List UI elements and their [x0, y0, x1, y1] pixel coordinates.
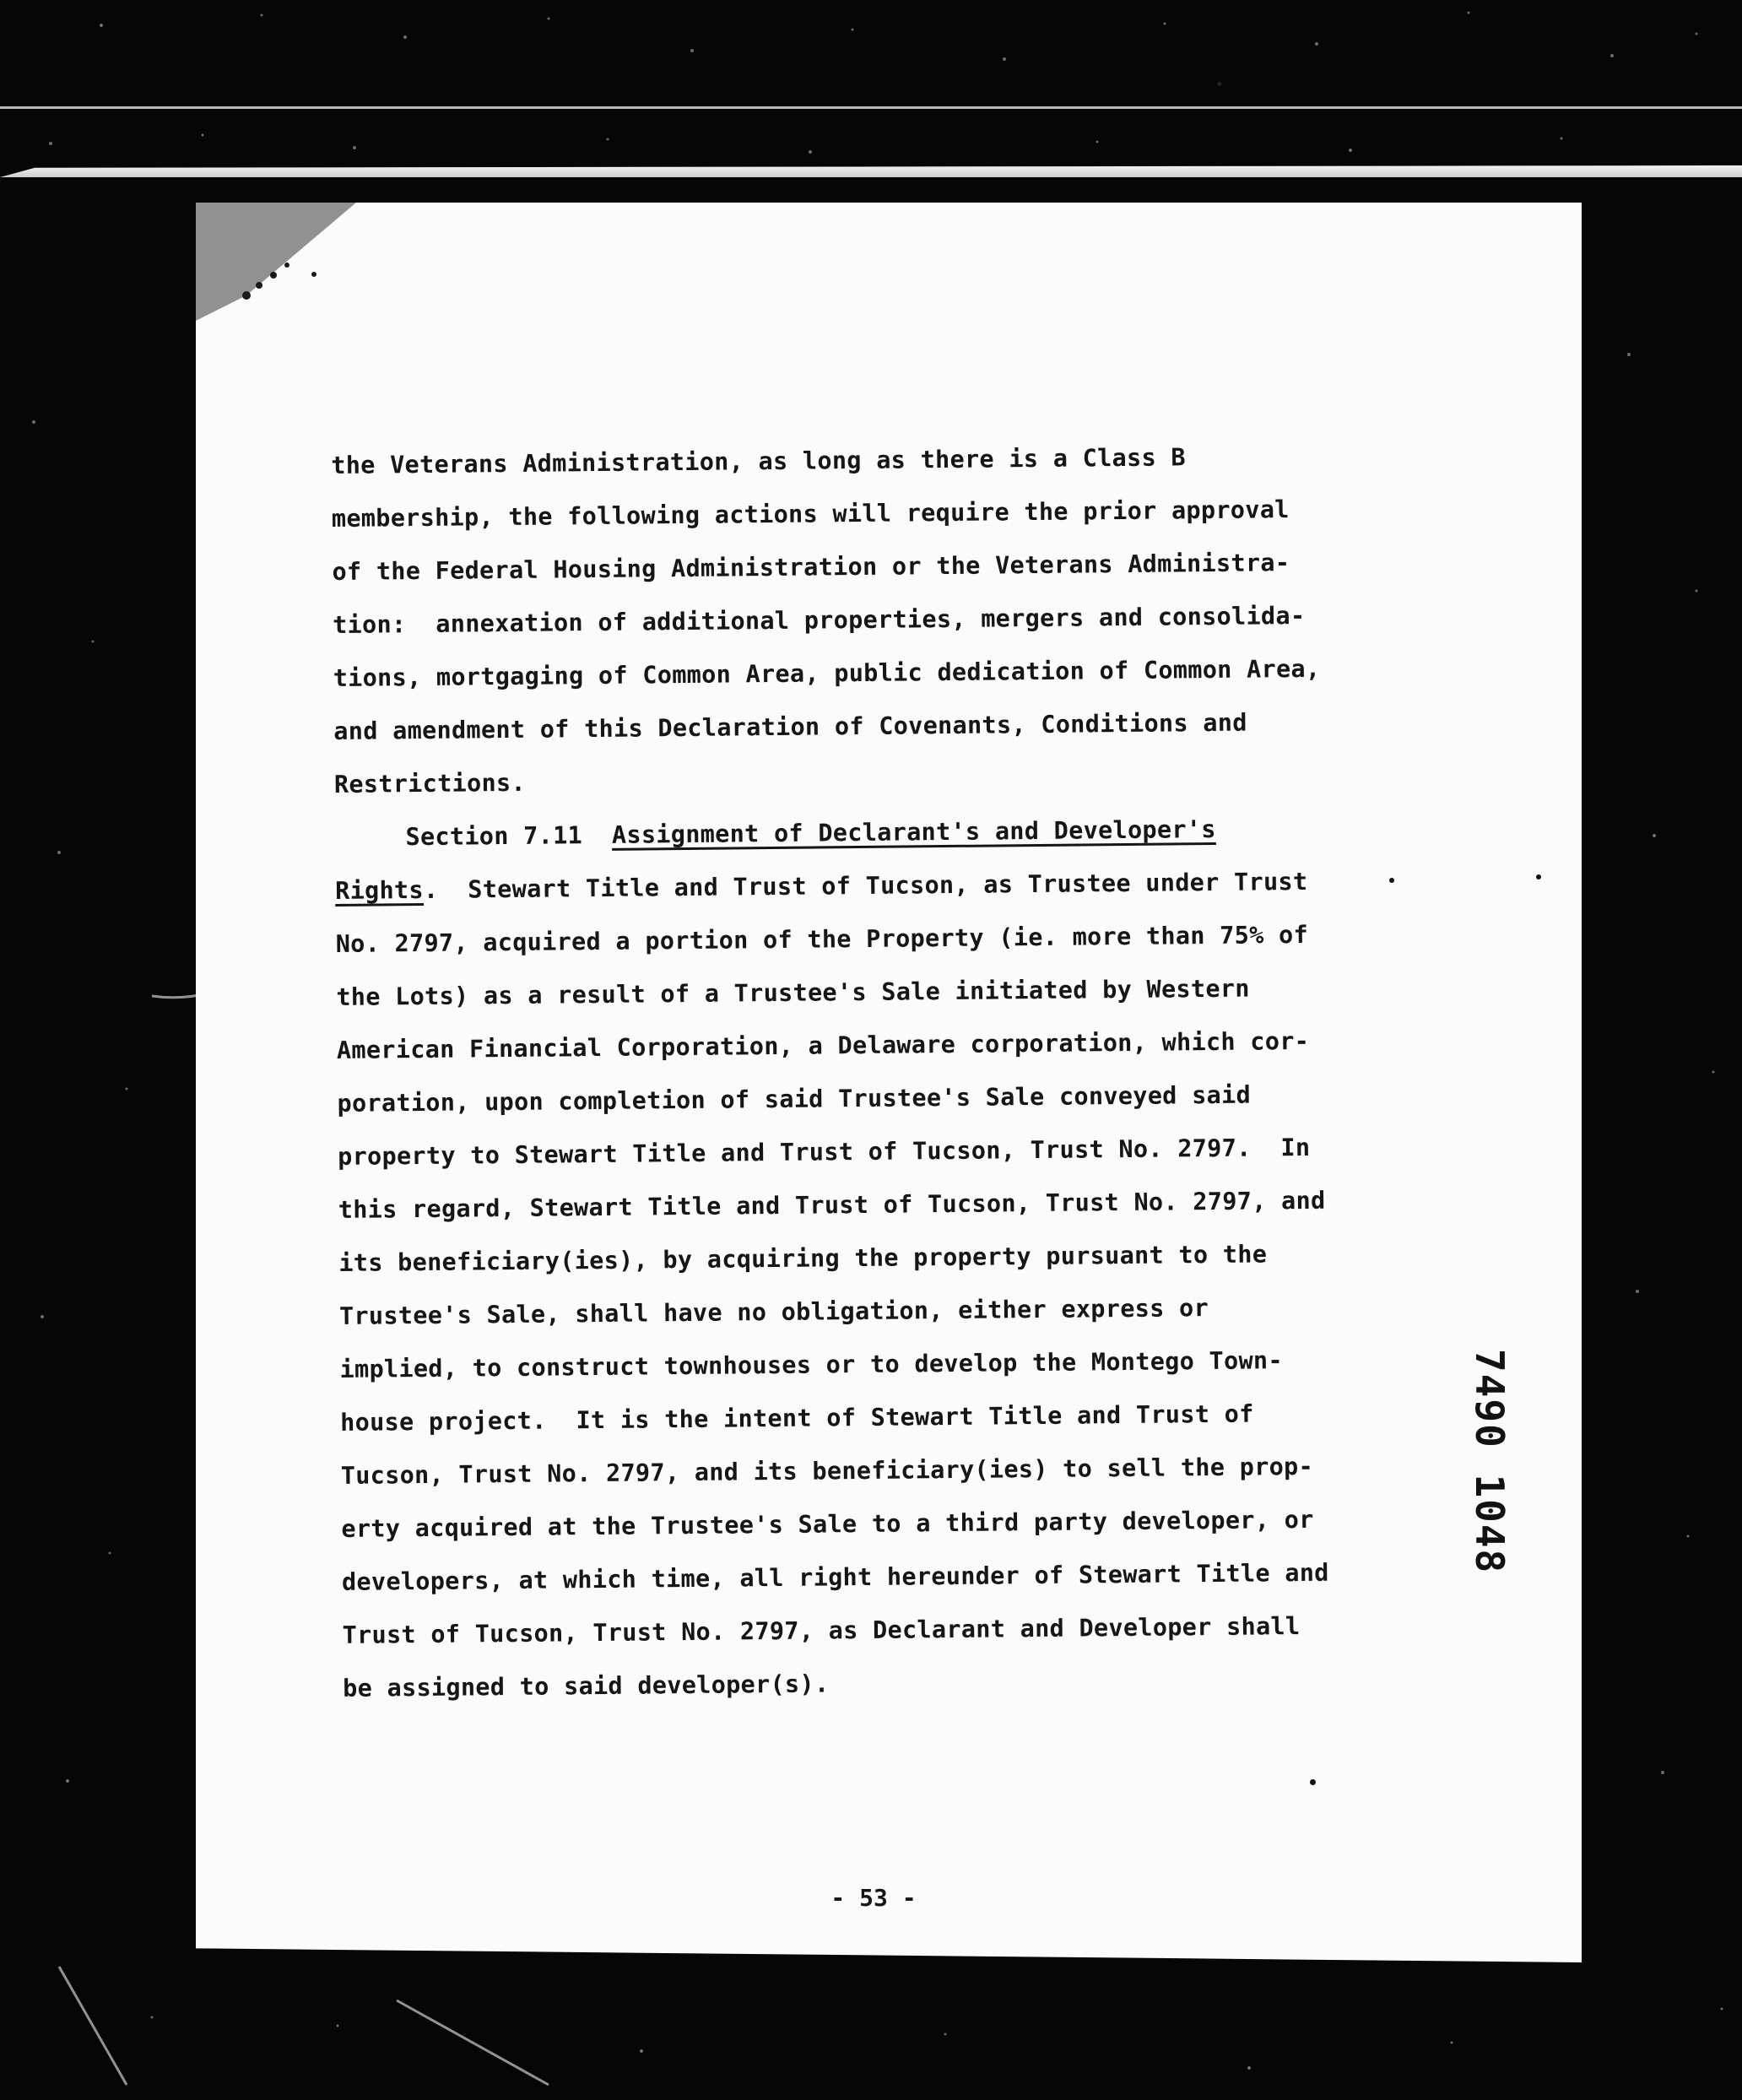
text-line: tion: annexation of additional properties, mergers and consolida-	[332, 601, 1306, 639]
text-line: of the Federal Housing Administration or the Veterans Administra-	[332, 549, 1290, 586]
text-line: developers, at which time, all right hereunder of Stewart Title and	[341, 1558, 1329, 1596]
text-line: the Veterans Administration, as long as there is a Class B	[331, 443, 1187, 479]
page-number: - 53 -	[830, 1884, 917, 1912]
text-line: property to Stewart Title and Trust of Tucson, Trust No. 2797. In	[338, 1133, 1311, 1171]
torn-corner	[196, 203, 356, 329]
text-line: Tucson, Trust No. 2797, and its beneficiary(ies) to sell the prop-	[340, 1452, 1314, 1490]
text-line: and amendment of this Declaration of Covenants, Conditions and	[333, 708, 1247, 745]
text-line: Trustee's Sale, shall have no obligation, either express or	[338, 1294, 1209, 1330]
text-line: this regard, Stewart Title and Trust of Tucson, Trust No. 2797, and	[338, 1186, 1326, 1224]
text-line: No. 2797, acquired a portion of the Property (ie. more than 75% of	[335, 920, 1309, 958]
recording-number	[1445, 1349, 1512, 1594]
section-heading-continued: Rights	[334, 875, 425, 905]
scan-edge-line	[0, 106, 1742, 109]
section-7-11	[334, 800, 1457, 1715]
document-body	[331, 428, 1457, 1715]
text-line: its beneficiary(ies), by acquiring the property pursuant to the	[338, 1240, 1268, 1277]
scan-speck	[1536, 874, 1541, 880]
text-line: be assigned to said developer(s).	[343, 1670, 830, 1702]
recording-number-text: 7490 1048	[1467, 1349, 1512, 1575]
text-line: poration, upon completion of said Trustee's Sale conveyed said	[337, 1080, 1252, 1118]
section-text: Stewart Title and Trust of Tucson, as Trustee under Trust	[468, 867, 1308, 904]
text-line: Restrictions.	[333, 768, 527, 798]
text-line: membership, the following actions will require the prior approval	[331, 495, 1290, 533]
text-line: tions, mortgaging of Common Area, public dedication of Common Area,	[333, 654, 1321, 692]
text-line: erty acquired at the Trustee's Sale to a third party developer, or	[341, 1505, 1314, 1543]
paragraph-fha-va-approval	[331, 428, 1448, 811]
text-line: Trust of Tucson, Trust No. 2797, as Declarant and Developer shall	[342, 1612, 1301, 1649]
text-line: the Lots) as a result of a Trustee's Sale initiated by Western	[336, 974, 1250, 1011]
scan-speck	[1310, 1779, 1316, 1785]
text-line: Rights. Stewart Title and Trust of Tucson, as Trustee under Trust	[334, 867, 1308, 905]
scan-speck	[1389, 878, 1394, 883]
section-heading: Assignment of Declarant's and Developer's	[611, 815, 1216, 849]
text-line: American Financial Corporation, a Delaware corporation, which cor-	[336, 1026, 1310, 1064]
text-line: implied, to construct townhouses or to develop the Montego Town-	[339, 1346, 1284, 1383]
section-label: Section 7.11	[405, 821, 583, 852]
text-line: house project. It is the intent of Stewart Title and Trust of	[340, 1399, 1254, 1437]
